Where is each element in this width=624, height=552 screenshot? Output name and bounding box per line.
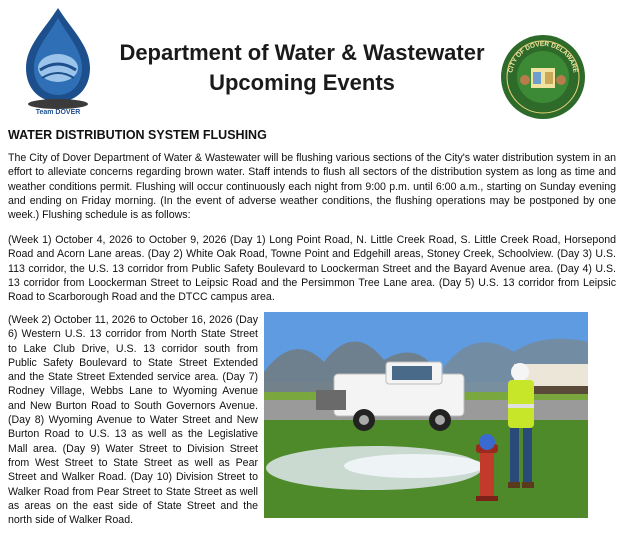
section-heading: WATER DISTRIBUTION SYSTEM FLUSHING [8, 128, 267, 142]
intro-paragraph: The City of Dover Department of Water & Wastewater will be flushing various sections of the City's water distribution system in an effort to alleviate concerns regarding brown water. Staff intends to flush all sectors of the distribution system as long as time and weather conditions permit. Flushing will occur continuously each night from 9:00 p.m. until 6:00 a.m., starting on Sunday evening and ending on Friday morning. (In the event of adverse weather conditions, the flushing operations may be postponed by one week.) Flushing schedule is as follows: [8, 152, 616, 222]
title-line-1: Department of Water & Wastewater [119, 40, 485, 65]
logo-caption: Team DOVER [35, 109, 81, 116]
title-line-2: Upcoming Events [209, 70, 395, 95]
week1-paragraph: (Week 1) October 4, 2026 to October 9, 2026 (Day 1) Long Point Road, N. Little Creek Road, S. Little Creek Road, Horsepond Road and Acorn Lane areas. (Day 2) White Oak Road, Towne Point and Edgehill areas, Stoney Creek, Schoolview. (Day 3) U.S. 113 corridor, the U.S. 13 corridor from Public Safety Boulevard to Loockerman Street and the Bayard Avenue area. (Day 4) U.S. 13 corridor from Loockerman Street to Leipsic Road and the Persimmon Tree Lane area. (Day 5) U.S. 13 corridor from Leipsic Road to Scarborough Road and the DTCC campus area. [8, 234, 616, 304]
week2-paragraph: (Week 2) October 11, 2026 to October 16, 2026 (Day 6) Western U.S. 13 corridor from North State Street to Lake Club Drive, U.S. 13 corridor south from Public Safety Boulevard to State Street Extended and the State Street Extended service area. (Day 7) Rodney Village, Webbs Lane to Wyoming Avenue and New Burton Road to South Governors Avenue. (Day 8) Wyoming Avenue to Water Street and New Burton Road to U.S. 13 as well as the Legislative Mall area. (Day 9) Water Street to Division Street from West Street to State Street as well as Pear Street and Walker Road. (Day 10) Division Street to Walker Road from Pear Street to State Street as well as areas on the east side of State Street and the north side of Walker Road. [8, 314, 258, 527]
city-seal [500, 34, 586, 120]
page-title [104, 38, 500, 98]
hydrant-flushing-photo [264, 312, 588, 518]
water-department-logo [14, 6, 102, 116]
seal-text: CITY OF DOVER DELAWARE [507, 40, 579, 74]
